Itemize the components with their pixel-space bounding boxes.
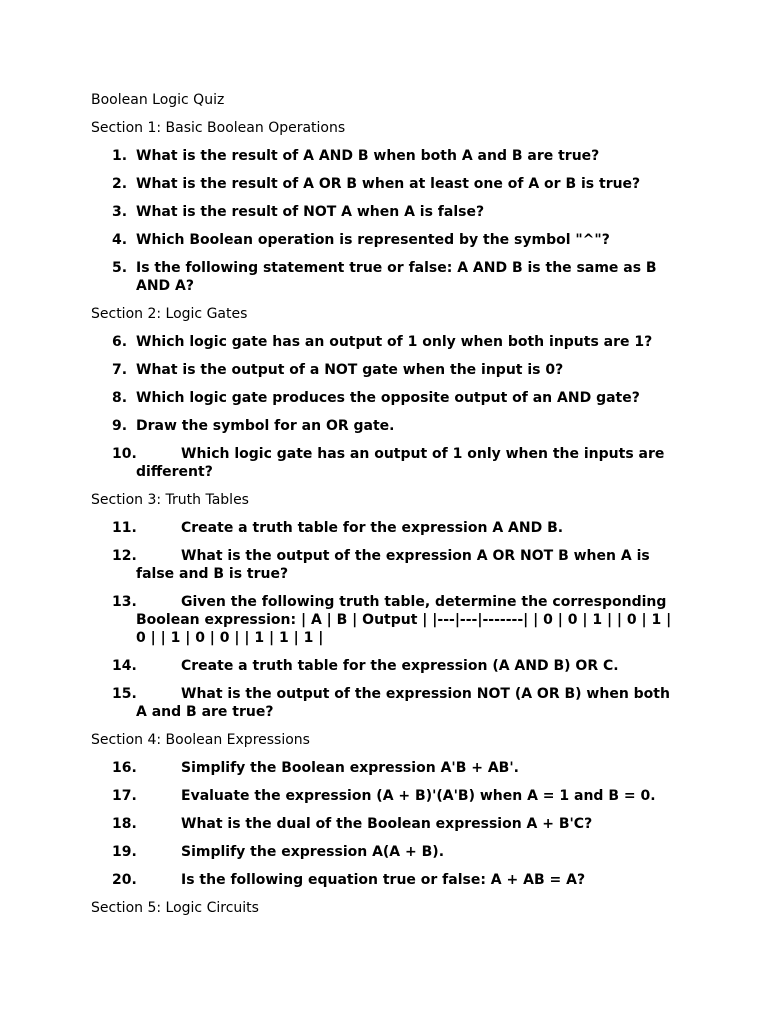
question-number: 13. [112, 594, 137, 610]
question-number: 15. [112, 686, 137, 702]
question-text: Simplify the Boolean expression A'B + AB'. [181, 760, 519, 776]
question-number: 8. [112, 390, 128, 406]
question-item [91, 657, 681, 675]
question-text: What is the output of a NOT gate when the input is 0? [136, 362, 564, 378]
document-page [91, 91, 681, 927]
question-list-4 [91, 759, 681, 889]
question-text: Draw the symbol for an OR gate. [136, 418, 395, 434]
question-number: 9. [112, 418, 128, 434]
question-text: What is the output of the expression A OR NOT B when A is false and B is true? [136, 548, 650, 582]
question-item [91, 871, 681, 889]
question-text: Simplify the expression A(A + B). [181, 844, 445, 860]
section-heading-3: Section 3: Truth Tables [91, 492, 249, 508]
question-text: What is the output of the expression NOT (A OR B) when both A and B are true? [136, 686, 670, 720]
question-item [91, 361, 681, 379]
question-item [91, 843, 681, 861]
question-item [91, 259, 681, 295]
question-item [91, 787, 681, 805]
question-item [91, 389, 681, 407]
question-item [91, 519, 681, 537]
question-text: Given the following truth table, determine the corresponding Boolean expression: | A | B | Output | |---|---|-------| | 0 | 0 | 1 | | 0 | 1 | 0 | | 1 | 0 | 0 | | 1 | 1 | 1 | [136, 594, 672, 646]
question-list-2 [91, 333, 681, 481]
question-text: What is the dual of the Boolean expression A + B'C? [181, 816, 593, 832]
question-text: What is the result of A OR B when at least one of A or B is true? [136, 176, 641, 192]
question-number: 10. [112, 446, 137, 462]
question-text: Create a truth table for the expression A AND B. [181, 520, 564, 536]
section-heading-2: Section 2: Logic Gates [91, 306, 248, 322]
question-number: 2. [112, 176, 128, 192]
question-text: Is the following statement true or false: A AND B is the same as B AND A? [136, 260, 657, 294]
question-text: Which logic gate has an output of 1 only when the inputs are different? [136, 446, 665, 480]
question-number: 6. [112, 334, 128, 350]
question-text: What is the result of NOT A when A is false? [136, 204, 485, 220]
section-heading-5: Section 5: Logic Circuits [91, 900, 259, 916]
question-item [91, 175, 681, 193]
question-number: 1. [112, 148, 128, 164]
question-item [91, 417, 681, 435]
question-item [91, 231, 681, 249]
question-list-1 [91, 147, 681, 295]
question-number: 14. [112, 658, 137, 674]
question-number: 3. [112, 204, 128, 220]
question-number: 18. [112, 816, 137, 832]
question-number: 20. [112, 872, 137, 888]
question-number: 16. [112, 760, 137, 776]
question-item [91, 685, 681, 721]
question-item [91, 547, 681, 583]
question-text: Which logic gate has an output of 1 only when both inputs are 1? [136, 334, 653, 350]
question-text: Evaluate the expression (A + B)'(A'B) when A = 1 and B = 0. [181, 788, 656, 804]
question-item [91, 593, 681, 647]
question-item [91, 147, 681, 165]
question-number: 5. [112, 260, 128, 276]
question-item [91, 445, 681, 481]
question-number: 17. [112, 788, 137, 804]
question-text: Is the following equation true or false: A + AB = A? [181, 872, 586, 888]
question-item [91, 203, 681, 221]
question-text: Which logic gate produces the opposite output of an AND gate? [136, 390, 640, 406]
question-list-3 [91, 519, 681, 721]
document-title: Boolean Logic Quiz [91, 92, 225, 108]
question-number: 19. [112, 844, 137, 860]
question-text: Create a truth table for the expression (A AND B) OR C. [181, 658, 619, 674]
question-item [91, 759, 681, 777]
question-item [91, 815, 681, 833]
question-number: 7. [112, 362, 128, 378]
question-number: 12. [112, 548, 137, 564]
question-number: 11. [112, 520, 137, 536]
section-heading-4: Section 4: Boolean Expressions [91, 732, 310, 748]
question-item [91, 333, 681, 351]
question-number: 4. [112, 232, 128, 248]
question-text: What is the result of A AND B when both A and B are true? [136, 148, 600, 164]
question-text: Which Boolean operation is represented by the symbol "^"? [136, 232, 610, 248]
section-heading-1: Section 1: Basic Boolean Operations [91, 120, 346, 136]
